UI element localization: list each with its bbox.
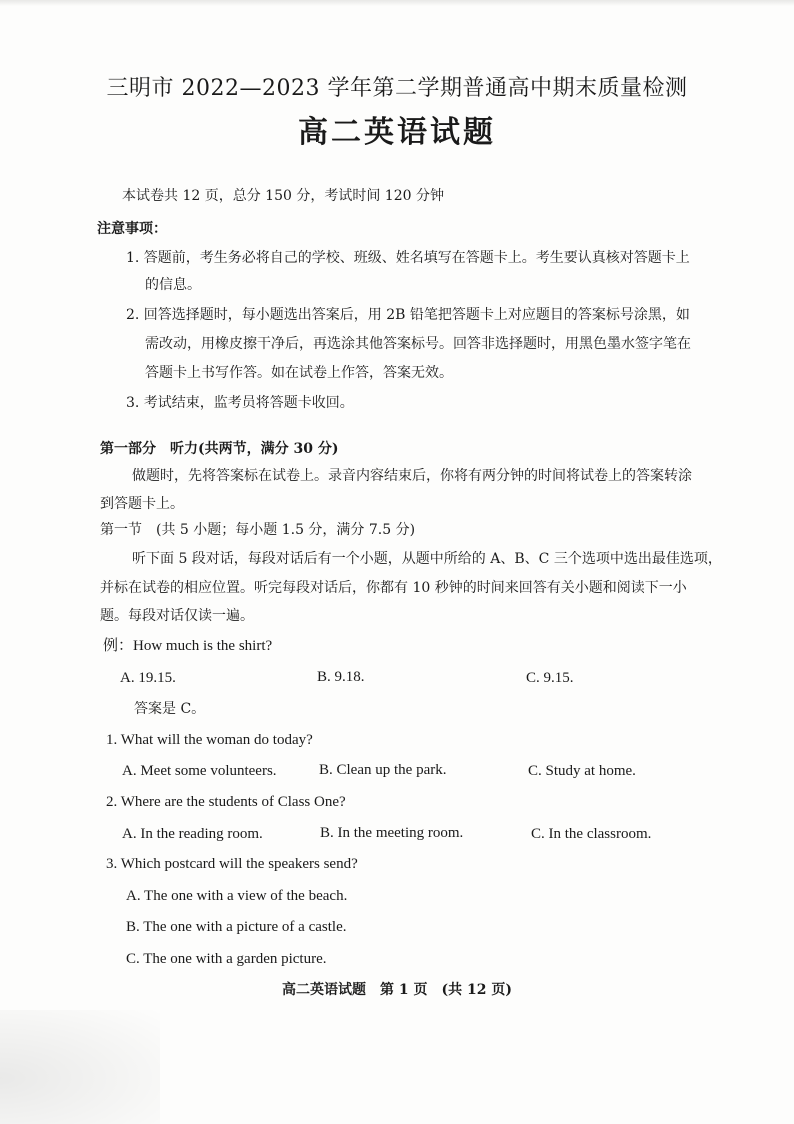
section1-line-1: 听下面 5 段对话，每段对话后有一个小题，从题中所给的 A、B、C 三个选项中选出最佳选项，	[132, 551, 722, 567]
section1-heading: 第一节 (共 5 小题；每小题 1.5 分，满分 7.5 分)	[100, 522, 416, 538]
paper-title: 高二英语试题	[298, 115, 496, 150]
scan-edge	[0, 0, 794, 6]
intro-line: 本试卷共 12 页，总分 150 分，考试时间 120 分钟	[122, 188, 444, 204]
note-1-line-2: 的信息。	[145, 277, 201, 293]
note-2-line-1: 2. 回答选择题时，每小题选出答案后，用 2B 铅笔把答题卡上对应题目的答案标号涂黑，如	[126, 307, 690, 323]
example-option-b: B. 9.18.	[317, 669, 365, 685]
example-answer: 答案是 C。	[134, 701, 206, 717]
question-3-stem: 3. Which postcard will the speakers send?	[106, 856, 358, 872]
scan-shadow	[0, 1010, 160, 1124]
question-2-option-b: B. In the meeting room.	[320, 825, 464, 841]
part1-heading: 第一部分 听力(共两节，满分 30 分)	[100, 441, 339, 457]
example-option-c: C. 9.15.	[526, 670, 574, 686]
question-3-option-c: C. The one with a garden picture.	[126, 951, 327, 967]
section1-line-2: 并标在试卷的相应位置。听完每段对话后，你都有 10 秒钟的时间来回答有关小题和阅读下一小	[100, 580, 687, 596]
example-option-a: A. 19.15.	[120, 670, 176, 686]
part1-instruction-line-2: 到答题卡上。	[100, 496, 184, 512]
question-1-option-c: C. Study at home.	[528, 763, 636, 779]
note-2-line-2: 需改动，用橡皮擦干净后，再选涂其他答案标号。回答非选择题时，用黑色墨水签字笔在	[145, 336, 691, 352]
note-1-line-1: 1. 答题前，考生务必将自己的学校、班级、姓名填写在答题卡上。考生要认真核对答题卡上	[126, 250, 690, 266]
section1-line-3: 题。每段对话仅读一遍。	[100, 608, 254, 624]
question-3-option-b: B. The one with a picture of a castle.	[126, 919, 347, 935]
notes-heading: 注意事项：	[97, 221, 167, 237]
question-1-option-b: B. Clean up the park.	[319, 762, 447, 778]
question-1-option-a: A. Meet some volunteers.	[122, 763, 277, 779]
question-3-option-a: A. The one with a view of the beach.	[126, 888, 348, 904]
note-2-line-3: 答题卡上书写作答。如在试卷上作答，答案无效。	[145, 365, 453, 381]
question-2-stem: 2. Where are the students of Class One?	[106, 794, 346, 810]
question-2-option-a: A. In the reading room.	[122, 826, 263, 842]
exam-title: 三明市 2022—2023 学年第二学期普通高中期末质量检测	[106, 76, 688, 101]
example-question: 例：How much is the shirt?	[103, 638, 273, 654]
part1-instruction-line-1: 做题时，先将答案标在试卷上。录音内容结束后，你将有两分钟的时间将试卷上的答案转涂	[132, 468, 692, 484]
question-2-option-c: C. In the classroom.	[531, 826, 652, 842]
question-1-stem: 1. What will the woman do today?	[106, 732, 313, 748]
page-footer: 高二英语试题 第 1 页 (共 12 页)	[282, 982, 512, 998]
note-3-line-1: 3. 考试结束，监考员将答题卡收回。	[126, 395, 354, 411]
